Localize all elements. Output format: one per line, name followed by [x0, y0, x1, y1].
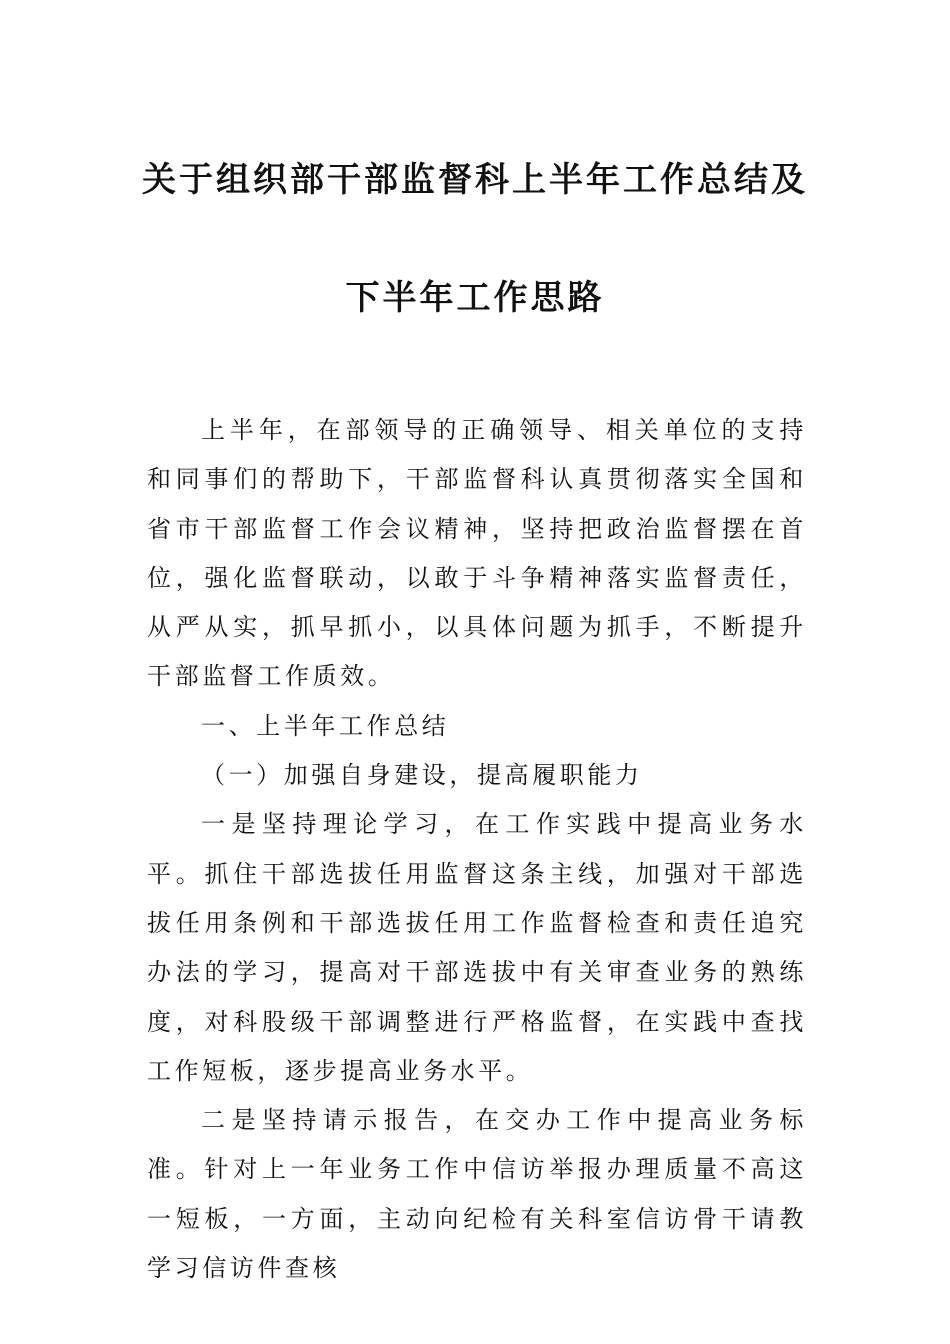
- document-title-line-1: 关于组织部干部监督科上半年工作总结及: [142, 160, 808, 200]
- section-heading-1: 一、上半年工作总结: [201, 711, 450, 740]
- paragraph-point-2: 二是坚持请示报告，在交办工作中提高业务标准。针对上一年业务工作中信访举报办理质量不高这一短板，一方面，主动向纪检有关科室信访骨干请教学习信访件查核: [147, 1106, 807, 1283]
- document-body: [147, 406, 807, 1293]
- subsection-heading-1: （一）加强自身建设，提高履职能力: [201, 761, 643, 790]
- paragraph-intro: 上半年，在部领导的正确领导、相关单位的支持和同事们的帮助下，干部监督科认真贯彻落实全国和省市干部监督工作会议精神，坚持把政治监督摆在首位，强化监督联动，以敢于斗争精神落实监督责任，从严从实，抓早抓小，以具体问题为抓手，不断提升干部监督工作质效。: [147, 416, 807, 691]
- document-title-line-2: 下半年工作思路: [345, 278, 605, 318]
- paragraph-point-1: 一是坚持理论学习，在工作实践中提高业务水平。抓住干部选拔任用监督这条主线，加强对干部选拔任用条例和干部选拔任用工作监督检查和责任追究办法的学习，提高对干部选拔中有关审查业务的熟练度，对科股级干部调整进行严格监督，在实践中查找工作短板，逐步提高业务水平。: [147, 810, 807, 1085]
